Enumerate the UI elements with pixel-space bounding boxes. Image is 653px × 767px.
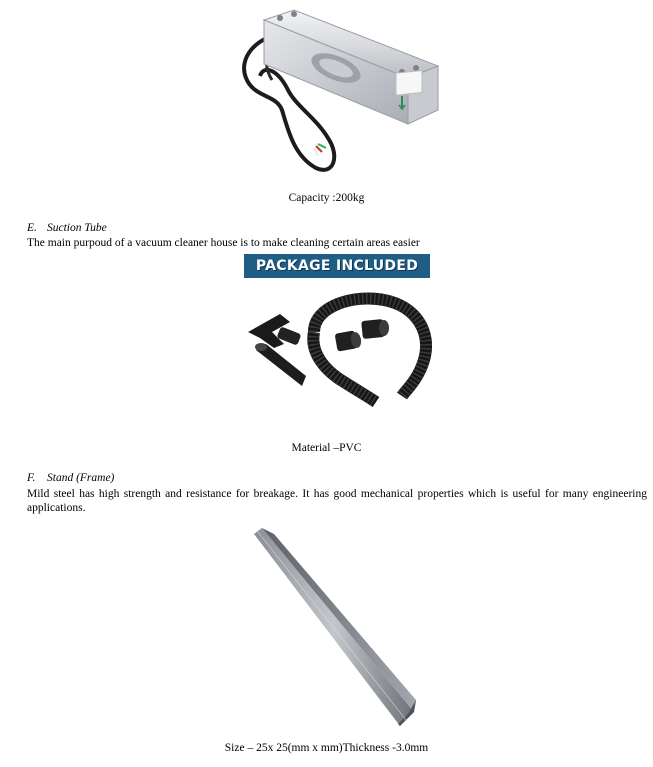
section-e-number: E. [27,222,37,234]
suction-hose-image [244,292,436,410]
load-cell-image [236,6,440,178]
package-included-banner: PACKAGE INCLUDED [244,254,430,278]
angle-steel-caption: Size – 25x 25(mm x mm)Thickness -3.0mm [224,742,429,754]
section-e-text: The main purpoud of a vacuum cleaner house is to make cleaning certain areas easier [27,237,420,249]
section-f-text: Mild steel has high strength and resistance for breakage. It has good mechanical properties which is useful for many engineering applications. [27,488,647,514]
angle-steel-image [250,524,416,738]
section-e-title: Suction Tube [47,222,107,234]
section-f-number: F. [27,472,36,484]
section-f-title: Stand (Frame) [47,472,115,484]
load-cell-caption: Capacity :200kg [288,192,365,204]
section-f-heading [27,472,114,484]
section-e-heading [27,222,107,234]
suction-tube-caption: Material –PVC [291,442,362,454]
